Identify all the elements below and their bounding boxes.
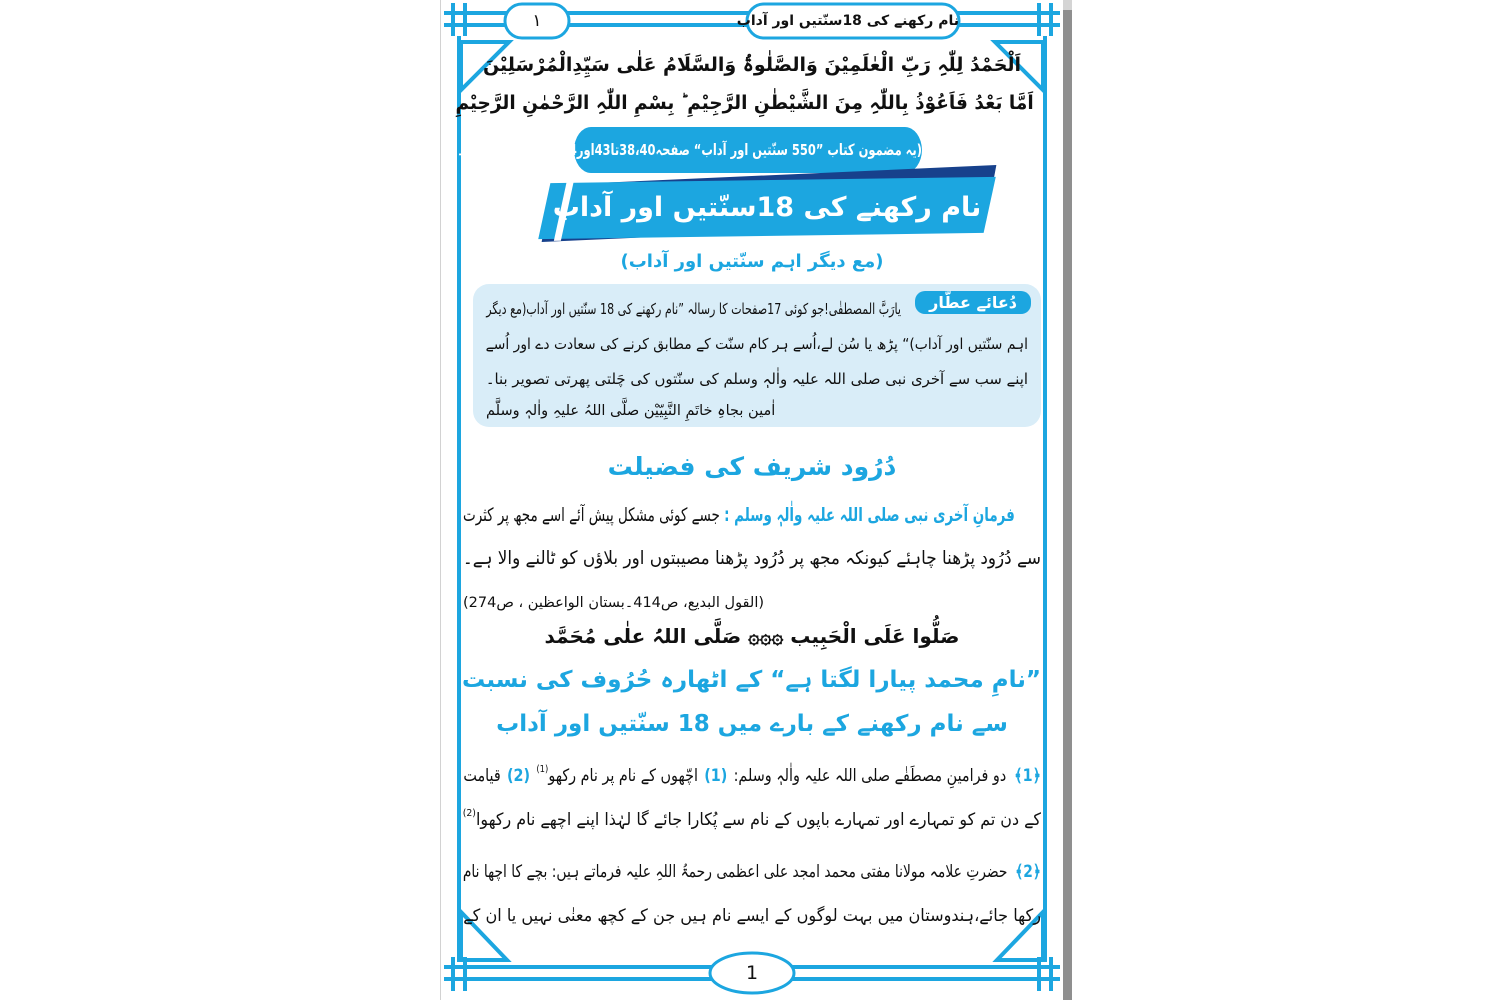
page-edge-shadow — [1063, 10, 1072, 1000]
para1-footnote-2: (2) — [462, 808, 476, 819]
main-title: نام رکھنے کی 18سنّتیں اور آداب — [552, 192, 982, 223]
para1-text-1: اچّھوں کے نام پر نام رکھو — [548, 766, 698, 786]
para1-line-2 — [462, 801, 1041, 839]
page-edge-shadow-top — [1063, 0, 1072, 10]
book-page — [440, 0, 1063, 1000]
para1-line2-text: کے دن تم کو تمہارے اور تمہارے باپوں کے نام سے پُکارا جائے گا لہٰذا اپنے اچھے نام رکھوا — [475, 810, 1041, 830]
para1-text-2-start: قیامت — [463, 766, 501, 786]
dua-attar-label: دُعائے عطّار — [915, 291, 1031, 314]
page-number-top: ١ — [532, 11, 542, 31]
hadith-text-start: جسے کوئی مشکل پیش آئے اسے مجھ پر کثرت — [463, 505, 720, 526]
para1-ref-1: (1) — [704, 766, 728, 786]
para2-marker: ﴿2﴾ — [1015, 862, 1041, 882]
citation: (القول البدیع، ص414۔بستان الواعظین ، ص274) — [463, 595, 765, 611]
dua-line-3: اپنے سب سے آخری نبی صلی اللہ علیہ واٰلہٖ وسلم کی سنّتوں کی چَلتی پھرتی تصویر بنا۔ — [485, 370, 1028, 388]
main-subtitle: (مع دیگر اہم سنّتیں اور آداب) — [620, 251, 884, 272]
arabic-opening-line-2: اَمَّا بَعْدُ فَاَعُوْذُ بِاللّٰہِ مِنَ الشَّیْطٰنِ الرَّجِیْمِ ؕ بِسْمِ اللّٰہِ الرَّحْمٰنِ الرَّحِیْمِ — [455, 92, 1034, 114]
para1-marker: ﴿1﴾ — [1014, 766, 1041, 786]
heading-18-line-2: سے نام رکھنے کے بارے میں 18 سنّتیں اور آداب — [496, 711, 1008, 737]
salat-verse: صَلُّوا عَلَی الْحَبِیب ۞۞۞ صَلَّی اللہُ علٰی مُحَمَّد — [544, 624, 960, 648]
para1-footnote-1: (1) — [536, 764, 549, 775]
para1-intro: دو فرامینِ مصطَفٰے صلی اللہ علیہ واٰلہٖ وسلم: — [733, 766, 1007, 786]
para2-line1-text: حضرتِ علامہ مولانا مفتی محمد امجد علی اعظمی رحمۃُ اللہِ علیہ فرماتے ہیں: بچے کا اچھا نام — [462, 862, 1008, 882]
para2-line-1 — [462, 853, 1041, 891]
para2-line-2: رکھا جائے،ہندوستان میں بہت لوگوں کے ایسے نام ہیں جن کے کچھ معنٰی نہیں یا ان کے — [463, 906, 1042, 926]
running-title: نام رکھنے کی 18سنّتیں اور آداب — [736, 13, 959, 29]
para1-ref-2: (2) — [506, 766, 531, 786]
arabic-opening-line-1: اَلْحَمْدُ لِلّٰہِ رَبِّ الْعٰلَمِیْنَ وَالصَّلٰوۃُ وَالسَّلَامُ عَلٰی سَیِّدِالْمُرْسَلِیْنَ — [482, 54, 1022, 76]
dua-line-4-ameen: اٰمین بجاہِ خاتَمِ النَّبِیّیْن صلَّی اللہُ علیہِ واٰلہٖ وسلَّم — [486, 403, 776, 419]
fazilat-line-1 — [463, 497, 1041, 535]
dua-line-1: یارَبَّ المصطفٰی!جو کوئی 17صفحات کا رسالہ ”نام رکھنے کی 18 سنّتیں اور آداب(مع دیگر — [486, 300, 901, 318]
source-note-pill: (یہ مضمون کتاب ”550 سنّتیں اور آداب“ صفحہ38،40تا43اور54تا68سے لیا گیا ہے۔) — [574, 127, 922, 173]
heading-18-line-1: ”نامِ محمد پیارا لگتا ہے“ کے اٹھارہ حُرُوف کی نسبت — [462, 667, 1041, 693]
dua-line-2: اہم سنّتیں اور آداب)“ پڑھ یا سُن لے،اُسے ہر کام سنّت کے مطابق کرنے کی سعادت دے اور اُسے — [485, 335, 1028, 353]
page-number-bottom: 1 — [745, 962, 759, 984]
heading-durood-fazilat: دُرُود شریف کی فضیلت — [607, 452, 897, 481]
fazilat-line-2: سے دُرُود پڑھنا چاہئے کیونکہ مجھ پر دُرُود پڑھنا مصیبتوں اور بلاؤں کو ٹالنے والا ہے۔ — [462, 548, 1041, 569]
hadith-lead: فرمانِ آخری نبی صلی اللہ علیہ واٰلہٖ وسلم : — [724, 505, 1015, 526]
dua-attar-box — [473, 284, 1041, 427]
para1-line-1 — [463, 757, 1041, 795]
